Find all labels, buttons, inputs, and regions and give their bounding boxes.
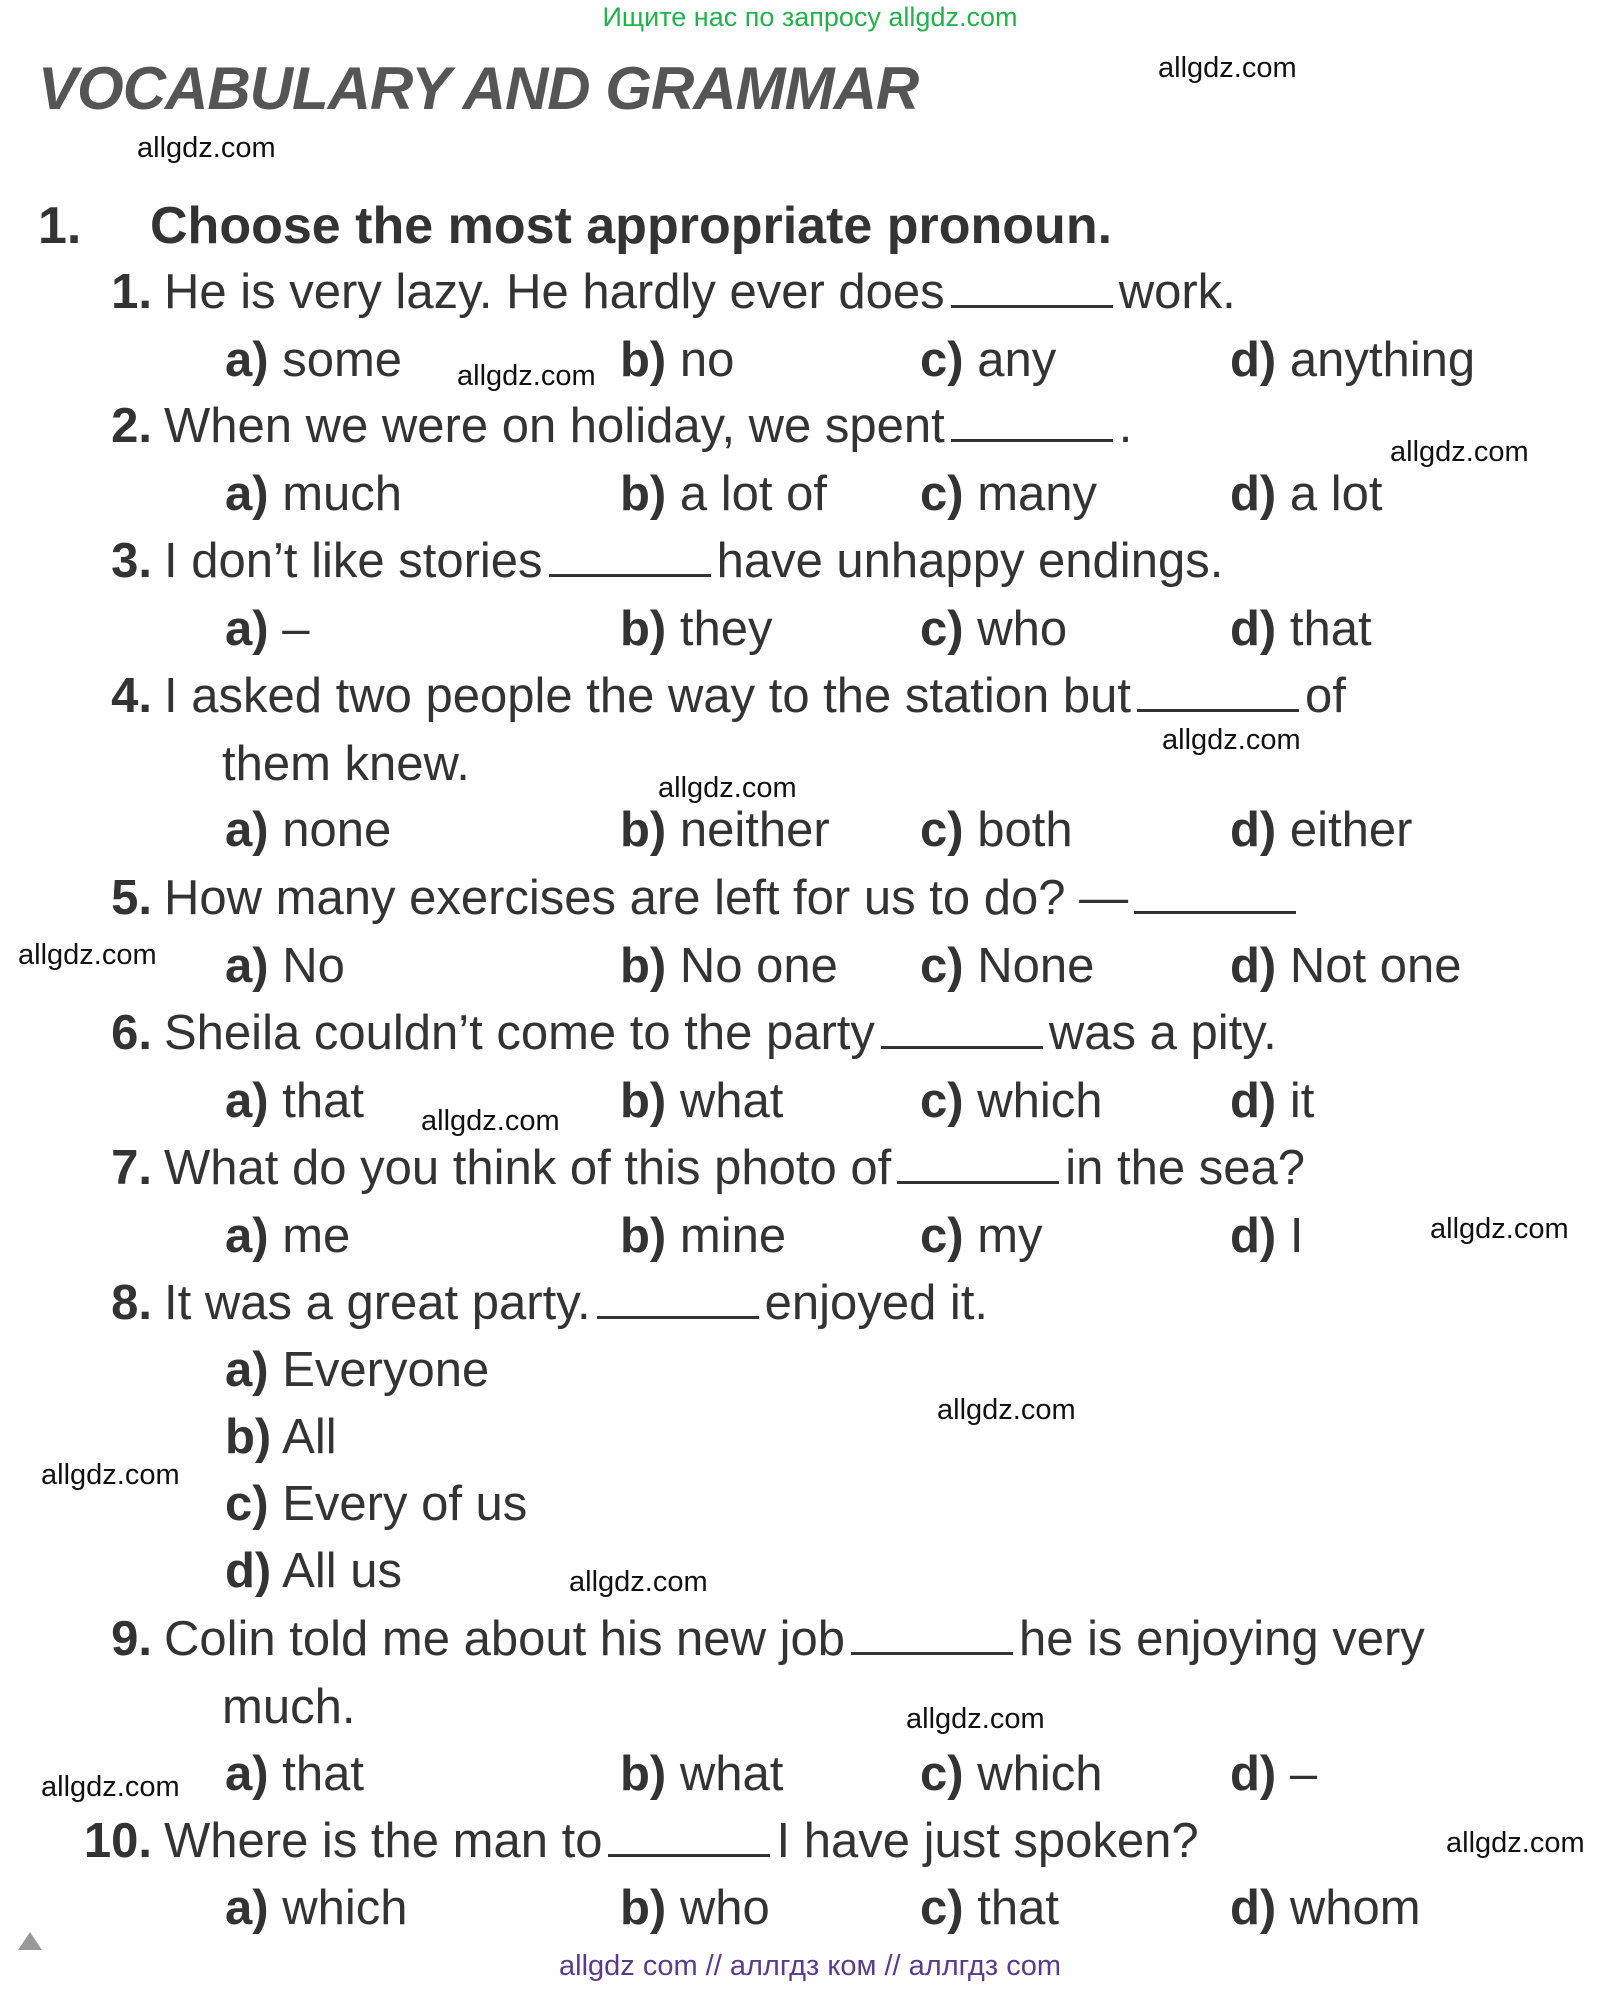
option-text: me — [282, 1209, 351, 1263]
option-a[interactable] — [225, 1880, 407, 1936]
answer-blank[interactable] — [897, 1141, 1059, 1184]
option-c[interactable] — [920, 938, 1094, 994]
option-text: both — [977, 803, 1073, 857]
watermark: allgdz.com — [1162, 724, 1301, 756]
option-letter: d) — [1230, 602, 1277, 656]
option-c[interactable] — [225, 1476, 527, 1532]
watermark: allgdz.com — [1158, 52, 1297, 84]
question-8 — [80, 1275, 988, 1331]
option-text: Everyone — [282, 1343, 490, 1397]
option-text: None — [977, 939, 1095, 993]
option-letter: d) — [1230, 803, 1277, 857]
option-letter: d) — [1230, 1209, 1277, 1263]
option-b[interactable] — [620, 1073, 783, 1129]
option-d[interactable] — [1230, 601, 1372, 657]
option-letter: c) — [920, 467, 964, 521]
option-letter: b) — [620, 939, 667, 993]
option-letter: c) — [920, 1747, 964, 1801]
option-d[interactable] — [1230, 332, 1475, 388]
question-number: 10. — [83, 1814, 152, 1868]
option-letter: b) — [620, 1074, 667, 1128]
option-text: some — [282, 333, 403, 387]
option-a[interactable] — [225, 466, 402, 522]
option-text: either — [1289, 803, 1413, 857]
option-letter: d) — [1230, 1074, 1277, 1128]
watermark: allgdz.com — [457, 360, 596, 392]
question-number: 9. — [111, 1612, 152, 1666]
option-letter: c) — [920, 803, 964, 857]
option-letter: c) — [920, 1881, 964, 1935]
option-text: which — [282, 1881, 408, 1935]
question-text-before: He is very lazy. He hardly ever does — [164, 265, 945, 319]
watermark: allgdz.com — [1446, 1827, 1585, 1859]
option-letter: d) — [225, 1544, 272, 1598]
question-4 — [80, 668, 1346, 724]
option-letter: c) — [920, 1209, 964, 1263]
option-d[interactable] — [1230, 1880, 1421, 1936]
option-text: many — [977, 467, 1098, 521]
option-text: anything — [1289, 333, 1476, 387]
option-b[interactable] — [620, 466, 827, 522]
option-b[interactable] — [620, 1208, 786, 1264]
option-letter: b) — [620, 467, 667, 521]
watermark: allgdz.com — [569, 1566, 708, 1598]
option-text: that — [977, 1881, 1059, 1935]
option-text: – — [282, 602, 310, 656]
option-letter: a) — [225, 1747, 269, 1801]
option-text: who — [977, 602, 1068, 656]
question-text-after: enjoyed it. — [764, 1276, 989, 1330]
question-text-before: I don’t like stories — [164, 534, 543, 588]
option-text: much — [282, 467, 403, 521]
watermark: allgdz.com — [1390, 436, 1529, 468]
question-text-before: It was a great party. — [164, 1276, 591, 1330]
option-c[interactable] — [920, 466, 1097, 522]
answer-blank[interactable] — [881, 1006, 1043, 1049]
question-text-before: When we were on holiday, we spent — [164, 399, 945, 453]
question-continuation: much. — [222, 1680, 356, 1734]
option-letter: b) — [620, 1747, 667, 1801]
option-text: my — [977, 1209, 1043, 1263]
option-text: a lot of — [679, 467, 827, 521]
watermark: allgdz.com — [41, 1771, 180, 1803]
option-text: Not one — [1289, 939, 1462, 993]
option-letter: c) — [920, 333, 964, 387]
option-c[interactable] — [920, 601, 1067, 657]
option-letter: a) — [225, 1209, 269, 1263]
option-text: No one — [679, 939, 838, 993]
option-letter: a) — [225, 467, 269, 521]
answer-blank[interactable] — [1137, 669, 1299, 712]
option-text: no — [679, 333, 735, 387]
question-text-before: I asked two people the way to the station but — [164, 669, 1132, 723]
watermark: allgdz.com — [41, 1459, 180, 1491]
option-letter: c) — [920, 1074, 964, 1128]
watermark: allgdz.com — [937, 1394, 1076, 1426]
option-letter: d) — [1230, 467, 1277, 521]
top-banner[interactable]: Ищите нас по запросу allgdz.com — [602, 2, 1018, 32]
option-text: which — [977, 1074, 1103, 1128]
option-b[interactable] — [620, 938, 838, 994]
question-number: 1. — [111, 265, 152, 319]
option-a[interactable] — [225, 802, 391, 858]
question-text-after: have unhappy endings. — [716, 534, 1224, 588]
question-text-before: How many exercises are left for us to do? — — [164, 871, 1129, 925]
option-text: that — [282, 1074, 364, 1128]
option-text: mine — [679, 1209, 787, 1263]
option-text: I — [1289, 1209, 1304, 1263]
option-letter: a) — [225, 333, 269, 387]
watermark: allgdz.com — [137, 132, 276, 164]
question-text-after: in the sea? — [1065, 1141, 1306, 1195]
option-c[interactable] — [920, 332, 1056, 388]
question-3 — [80, 533, 1223, 589]
option-text: No — [282, 939, 345, 993]
option-text: Every of us — [282, 1477, 528, 1531]
option-letter: c) — [920, 602, 964, 656]
option-a[interactable] — [225, 938, 345, 994]
question-7 — [80, 1140, 1305, 1196]
question-number: 5. — [111, 871, 152, 925]
question-text-after: of — [1305, 669, 1346, 723]
option-text: it — [1289, 1074, 1315, 1128]
option-letter: d) — [1230, 939, 1277, 993]
option-c[interactable] — [920, 1746, 1102, 1802]
option-a[interactable] — [225, 332, 402, 388]
question-6 — [80, 1005, 1277, 1061]
option-letter: b) — [620, 1209, 667, 1263]
option-a[interactable] — [225, 1073, 364, 1129]
option-c[interactable] — [920, 1073, 1102, 1129]
option-d[interactable] — [1230, 1746, 1317, 1802]
option-text: that — [1289, 602, 1372, 656]
question-text-after: work. — [1118, 265, 1236, 319]
answer-blank[interactable] — [851, 1612, 1013, 1655]
option-text: which — [977, 1747, 1103, 1801]
question-text-after: he is enjoying very — [1018, 1612, 1425, 1666]
answer-blank[interactable] — [951, 399, 1113, 442]
watermark: allgdz.com — [18, 939, 157, 971]
question-number: 3. — [111, 534, 152, 588]
option-text: a lot — [1289, 467, 1383, 521]
option-text: All — [282, 1410, 337, 1464]
question-number: 4. — [111, 669, 152, 723]
option-b[interactable] — [620, 802, 830, 858]
option-b[interactable] — [620, 1880, 770, 1936]
option-d[interactable] — [1230, 802, 1412, 858]
option-c[interactable] — [920, 1880, 1059, 1936]
option-letter: c) — [225, 1477, 269, 1531]
question-text-before: What do you think of this photo of — [164, 1141, 892, 1195]
option-c[interactable] — [920, 802, 1073, 858]
option-letter: a) — [225, 1343, 269, 1397]
option-letter: a) — [225, 1881, 269, 1935]
option-letter: b) — [620, 602, 667, 656]
option-letter: d) — [1230, 1881, 1277, 1935]
option-c[interactable] — [920, 1208, 1043, 1264]
answer-blank[interactable] — [597, 1276, 759, 1319]
option-text: none — [282, 803, 392, 857]
option-text: that — [282, 1747, 364, 1801]
option-text: any — [977, 333, 1057, 387]
watermark: allgdz.com — [421, 1105, 560, 1137]
answer-blank[interactable] — [951, 265, 1113, 308]
answer-blank[interactable] — [1134, 871, 1296, 914]
option-text: All us — [282, 1544, 402, 1598]
option-d[interactable] — [1230, 466, 1383, 522]
question-text-after: I have just spoken? — [776, 1814, 1199, 1868]
option-letter: a) — [225, 803, 269, 857]
exercise-number: 1. — [38, 197, 82, 255]
option-b[interactable] — [620, 332, 734, 388]
option-letter: a) — [225, 939, 269, 993]
option-text: they — [679, 602, 773, 656]
question-text-after: . — [1118, 399, 1133, 453]
question-5 — [80, 870, 1302, 926]
watermark: allgdz.com — [906, 1703, 1045, 1735]
question-1 — [80, 264, 1236, 320]
question-number: 2. — [111, 399, 152, 453]
option-text: neither — [679, 803, 830, 857]
option-b[interactable] — [225, 1409, 337, 1465]
option-b[interactable] — [620, 601, 773, 657]
triangle-icon — [18, 1932, 42, 1950]
option-letter: b) — [620, 333, 667, 387]
option-d[interactable] — [225, 1543, 402, 1599]
option-a[interactable] — [225, 601, 309, 657]
option-letter: d) — [1230, 333, 1277, 387]
question-text-before: Colin told me about his new job — [164, 1612, 845, 1666]
question-text-before: Sheila couldn’t come to the party — [164, 1006, 875, 1060]
answer-blank[interactable] — [549, 534, 711, 577]
option-letter: b) — [620, 803, 667, 857]
footer-watermark[interactable]: allgdz com // аллгдз ком // аллгдз com — [559, 1950, 1061, 1982]
option-letter: c) — [920, 939, 964, 993]
question-text-after: was a pity. — [1048, 1006, 1277, 1060]
option-letter: b) — [620, 1881, 667, 1935]
option-a[interactable] — [225, 1342, 489, 1398]
option-letter: a) — [225, 1074, 269, 1128]
page-title: VOCABULARY AND GRAMMAR — [38, 55, 919, 122]
question-10 — [80, 1813, 1199, 1869]
option-a[interactable] — [225, 1746, 364, 1802]
question-2 — [80, 398, 1132, 454]
option-d[interactable] — [1230, 938, 1462, 994]
option-text: what — [679, 1747, 784, 1801]
option-text: – — [1289, 1747, 1318, 1801]
option-d[interactable] — [1230, 1208, 1304, 1264]
option-text: who — [679, 1881, 770, 1935]
option-a[interactable] — [225, 1208, 350, 1264]
watermark: allgdz.com — [658, 772, 797, 804]
question-number: 8. — [111, 1276, 152, 1330]
option-letter: d) — [1230, 1747, 1277, 1801]
watermark: allgdz.com — [1430, 1213, 1569, 1245]
question-number: 7. — [111, 1141, 152, 1195]
option-letter: b) — [225, 1410, 272, 1464]
answer-blank[interactable] — [608, 1814, 770, 1857]
question-number: 6. — [111, 1006, 152, 1060]
option-letter: a) — [225, 602, 269, 656]
question-9 — [80, 1611, 1425, 1667]
option-d[interactable] — [1230, 1073, 1314, 1129]
option-b[interactable] — [620, 1746, 783, 1802]
question-text-before: Where is the man to — [164, 1814, 603, 1868]
option-text: whom — [1289, 1881, 1421, 1935]
question-continuation: them knew. — [222, 737, 470, 791]
option-text: what — [679, 1074, 784, 1128]
exercise-title: Choose the most appropriate pronoun. — [150, 197, 1113, 255]
